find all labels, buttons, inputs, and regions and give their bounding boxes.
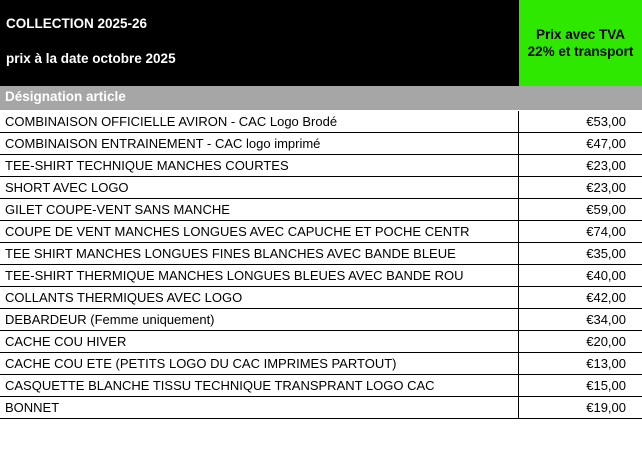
table-row (0, 177, 642, 199)
article-designation: CASQUETTE BLANCHE TISSU TECHNIQUE TRANSPRANT LOGO CAC (0, 375, 519, 396)
article-price: €23,00 (586, 158, 626, 173)
article-price: €23,00 (586, 180, 626, 195)
table-row (0, 243, 642, 265)
column-header-designation: Désignation article (5, 89, 126, 104)
price-column-banner: Prix avec TVA 22% et transport (519, 0, 642, 86)
article-designation: GILET COUPE-VENT SANS MANCHE (0, 199, 519, 220)
article-price: €34,00 (586, 312, 626, 327)
table-row (0, 133, 642, 155)
title-block (0, 0, 519, 86)
article-designation: BONNET (0, 397, 519, 418)
article-price: €20,00 (586, 334, 626, 349)
article-price: €42,00 (586, 290, 626, 305)
table-column-header (0, 86, 642, 111)
article-designation: CACHE COU HIVER (0, 331, 519, 352)
collection-title: COLLECTION 2025-26 (6, 15, 148, 31)
article-designation: TEE-SHIRT THERMIQUE MANCHES LONGUES BLEUES AVEC BANDE ROU (0, 265, 519, 286)
table-row (0, 375, 642, 397)
table-row (0, 353, 642, 375)
article-designation: TEE-SHIRT TECHNIQUE MANCHES COURTES (0, 155, 519, 176)
table-row (0, 111, 642, 133)
table-row (0, 309, 642, 331)
article-price: €59,00 (586, 202, 626, 217)
article-price: €35,00 (586, 246, 626, 261)
table-row (0, 199, 642, 221)
article-price: €47,00 (586, 136, 626, 151)
table-row (0, 155, 642, 177)
article-price: €74,00 (586, 224, 626, 239)
article-price: €19,00 (586, 400, 626, 415)
article-designation: CACHE COU ETE (PETITS LOGO DU CAC IMPRIMES PARTOUT) (0, 353, 519, 374)
article-designation: COLLANTS THERMIQUES AVEC LOGO (0, 287, 519, 308)
article-price: €40,00 (586, 268, 626, 283)
article-price: €13,00 (586, 356, 626, 371)
document-header (0, 0, 642, 86)
article-designation: COUPE DE VENT MANCHES LONGUES AVEC CAPUCHE ET POCHE CENTR (0, 221, 519, 242)
article-price: €15,00 (586, 378, 626, 393)
article-designation: COMBINAISON OFFICIELLE AVIRON - CAC Logo Brodé (0, 111, 519, 132)
article-designation: DEBARDEUR (Femme uniquement) (0, 309, 519, 330)
article-designation: COMBINAISON ENTRAINEMENT - CAC logo imprimé (0, 133, 519, 154)
article-designation: SHORT AVEC LOGO (0, 177, 519, 198)
article-designation: TEE SHIRT MANCHES LONGUES FINES BLANCHES AVEC BANDE BLEUE (0, 243, 519, 264)
table-row (0, 221, 642, 243)
table-row (0, 265, 642, 287)
table-row (0, 397, 642, 419)
price-date-subtitle: prix à la date octobre 2025 (6, 50, 176, 66)
column-header-price (519, 86, 642, 110)
table-body (0, 111, 642, 419)
table-row (0, 287, 642, 309)
article-price: €53,00 (586, 114, 626, 129)
table-row (0, 331, 642, 353)
